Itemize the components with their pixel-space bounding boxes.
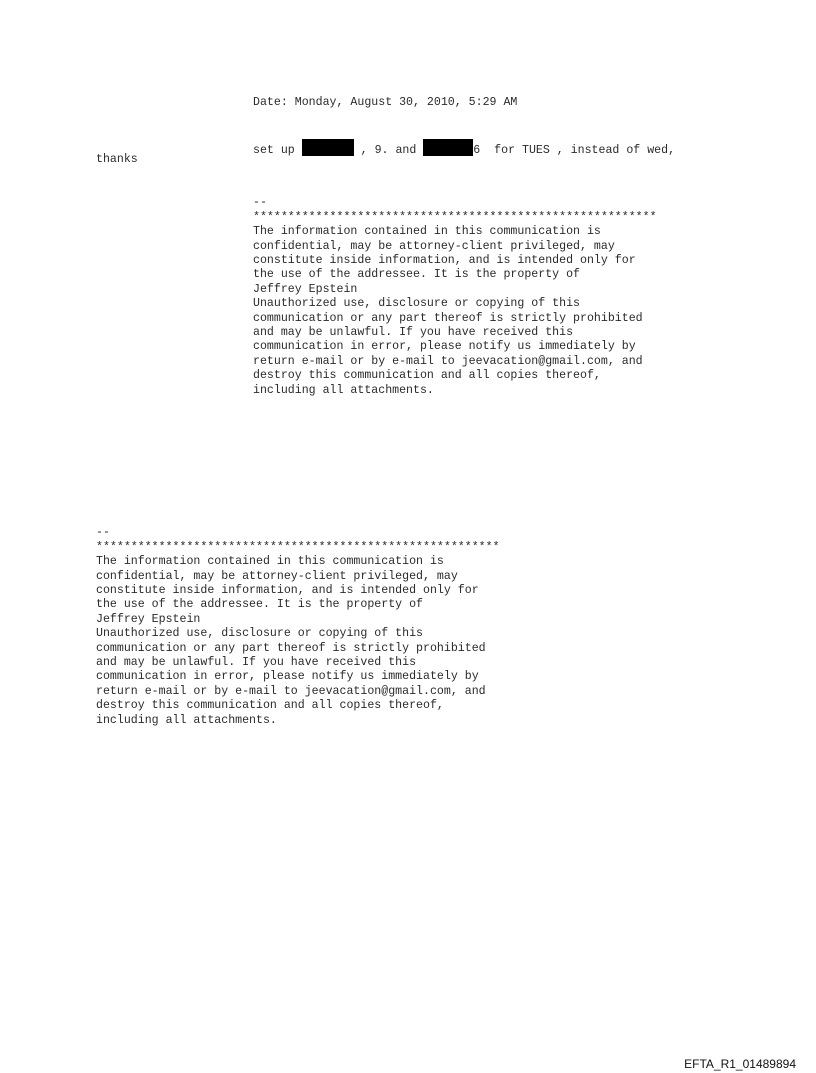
- signature-line: confidential, may be attorney-client privileged, may: [253, 239, 615, 253]
- signature-line: The information contained in this communication is: [96, 555, 444, 569]
- signature-line: destroy this communication and all copies thereof,: [96, 699, 444, 713]
- signature-line: including all attachments.: [96, 713, 277, 727]
- signature-stars: **********************************************************: [253, 210, 657, 224]
- outer-signature: [96, 512, 500, 743]
- signature-line: Jeffrey Epstein: [96, 612, 201, 626]
- signature-line: and may be unlawful. If you have received this: [96, 656, 417, 670]
- signature-line: confidential, may be attorney-client privileged, may: [96, 569, 458, 583]
- document-id-footer: EFTA_R1_01489894: [684, 1057, 796, 1071]
- redaction-block: [302, 139, 354, 156]
- signature-line: constitute inside information, and is intended only for: [253, 254, 636, 268]
- signature-line: and may be unlawful. If you have received this: [253, 326, 574, 340]
- signature-line: communication in error, please notify us immediately by: [253, 340, 636, 354]
- signature-line: communication or any part thereof is strictly prohibited: [253, 311, 643, 325]
- signature-line: the use of the addressee. It is the property of: [253, 268, 580, 282]
- signature-line: including all attachments.: [253, 383, 434, 397]
- message-body-line: [253, 139, 675, 158]
- signature-line: Unauthorized use, disclosure or copying of this: [96, 627, 423, 641]
- signature-dashes: --: [96, 526, 110, 540]
- signature-line: communication in error, please notify us immediately by: [96, 670, 479, 684]
- signature-dashes: --: [253, 196, 267, 210]
- signature-line: return e-mail or by e-mail to jeevacation@gmail.com, and: [253, 354, 643, 368]
- message-text-segment: 6 for TUES , instead of wed,: [473, 144, 676, 157]
- signature-line: constitute inside information, and is intended only for: [96, 584, 479, 598]
- signature-line: The information contained in this communication is: [253, 225, 601, 239]
- redaction-block: [423, 139, 473, 156]
- signature-line: destroy this communication and all copies thereof,: [253, 369, 601, 383]
- signature-stars: **********************************************************: [96, 540, 500, 554]
- message-text-segment: , 9. and: [353, 144, 424, 157]
- signature-line: communication or any part thereof is strictly prohibited: [96, 641, 486, 655]
- message-text-segment: set up: [253, 144, 302, 157]
- email-date-line: Date: Monday, August 30, 2010, 5:29 AM: [253, 96, 518, 109]
- signature-line: return e-mail or by e-mail to jeevacation@gmail.com, and: [96, 684, 486, 698]
- signature-line: Jeffrey Epstein: [253, 282, 358, 296]
- signature-line: the use of the addressee. It is the property of: [96, 598, 423, 612]
- quoted-signature: [253, 182, 657, 413]
- message-closing: thanks: [96, 153, 138, 166]
- signature-line: Unauthorized use, disclosure or copying of this: [253, 297, 580, 311]
